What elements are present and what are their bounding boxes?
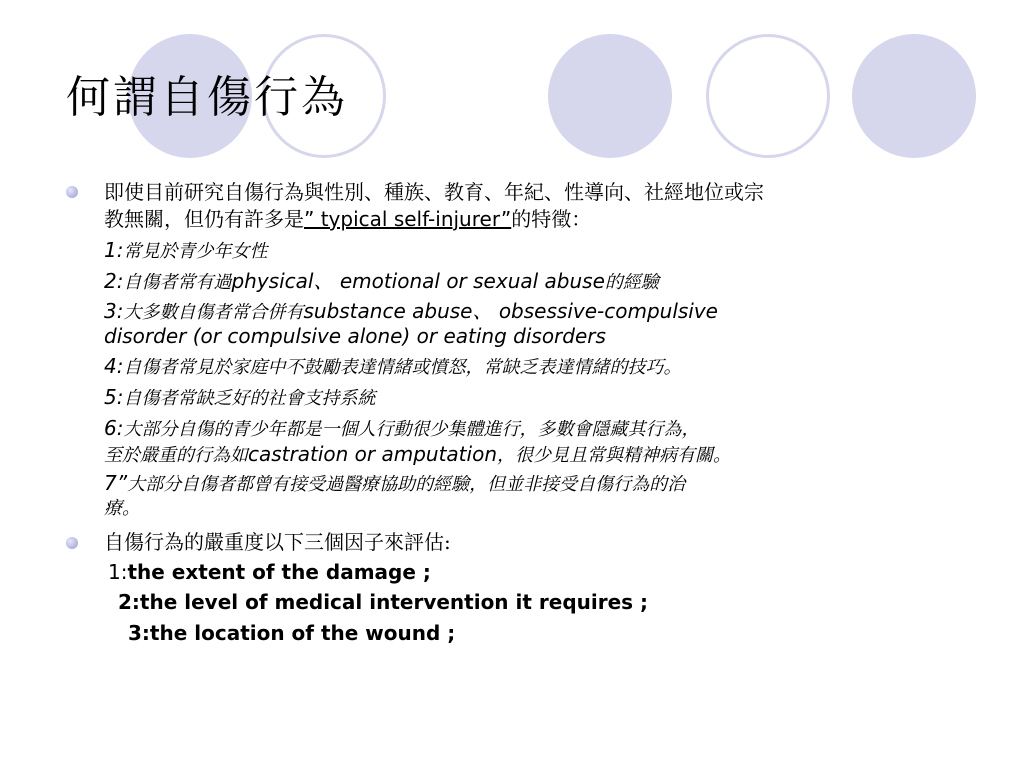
item-5: 5:自傷者常缺乏好的社會支持系統 [104, 385, 376, 409]
item-1: 1:常見於青少年女性 [104, 238, 268, 262]
slide-title: 何謂自傷行為 [66, 72, 348, 123]
factor-2: 2:the level of medical intervention it requires ; [118, 590, 649, 614]
bullet-1-icon [66, 186, 78, 198]
item-6: 6:大部分自傷的青少年都是一個人行動很少集體進行，多數會隱藏其行為， [104, 416, 700, 440]
bullet-1-line-2: 教無關，但仍有許多是” typical self-injurer”的特徵： [104, 207, 592, 231]
item-7: 7”大部分自傷者都曾有接受過醫療協助的經驗，但並非接受自傷行為的治 [104, 471, 686, 495]
item-4: 4:自傷者常見於家庭中不鼓勵表達情緒或憤怒，常缺乏表達情緒的技巧。 [104, 354, 682, 378]
item-6-line-2: 至於嚴重的行為如castration or amputation，很少見且常與精神病有關。 [104, 442, 731, 466]
bullet-1-line-1: 即使目前研究自傷行為與性別、種族、教育、年紀、性導向、社經地位或宗 [104, 180, 764, 204]
decor-circle-3 [548, 34, 672, 158]
factor-3: 3:the location of the wound ; [128, 621, 456, 645]
bullet-2-text: 自傷行為的嚴重度以下三個因子來評估: [104, 530, 451, 554]
factor-1: 1:the extent of the damage ; [108, 560, 431, 584]
decor-circle-5 [852, 34, 976, 158]
item-7-line-2: 療。 [104, 498, 140, 519]
bullet-2-icon [66, 537, 78, 549]
item-3-line-2: disorder (or compulsive alone) or eating disorders [104, 324, 606, 348]
decor-circle-4 [706, 34, 830, 158]
item-3: 3:大多數自傷者常合併有substance abuse、 obsessive-compulsive [104, 299, 718, 323]
item-2: 2:自傷者常有過physical、 emotional or sexual abuse的經驗 [104, 269, 659, 293]
typical-self-injurer-term: ” typical self-injurer” [304, 207, 512, 231]
